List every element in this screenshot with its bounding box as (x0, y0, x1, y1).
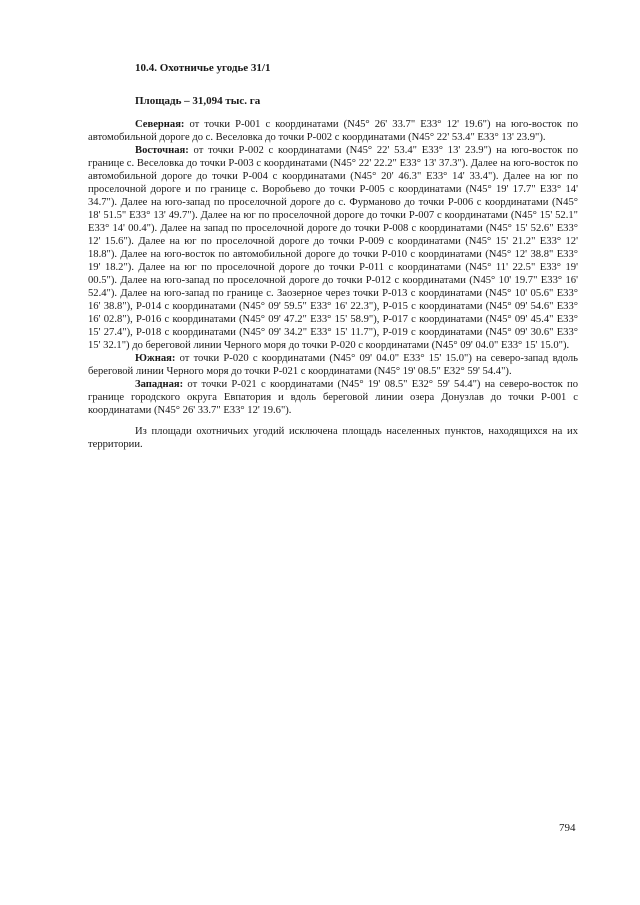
north-border-text: от точки Р-001 с координатами (N45° 26' 33.7" E33° 12' 19.6") на юго-восток по автомобильной дороге до с. Веселовка до точки Р-002 с координатами (N45° 22' 53.4" E33° 13' 23.9"). (88, 119, 578, 143)
page-number: 794 (559, 822, 576, 834)
area-title: Площадь – 31,094 тыс. га (135, 95, 261, 107)
south-border-text: от точки Р-020 с координатами (N45° 09' 04.0" E33° 15' 15.0") на северо-запад вдоль береговой линии Черного моря до точки Р-021 с координатами (N45° 19' 08.5" E32° 59' 54.4"). (88, 353, 578, 377)
west-border-paragraph (88, 378, 578, 417)
east-border-text: от точки Р-002 с координатами (N45° 22' 53.4" E33° 13' 23.9") на юго-восток по границе с. Веселовка до точки Р-003 с координатами (N45° 22' 22.2" E33° 13' 37.3"). Далее на юго-восток по автомобильной дороге до точки Р-004 с координатами (N45° 20' 46.3" E33° 14' 33.4"). Далее на юг по проселочной дороге и по границе с. Воробьево до точки Р-005 с координатами (N45° 19' 17.7" E33° 14' 34.7"). Далее на юго-запад по проселочной дороге до с. Фурманово до точки Р-006 с координатами (N45° 18' 51.5" E33° 13' 49.7"). Далее на юг по проселочной дороге до точки Р-007 с координатами (N45° 15' 52.1" E33° 14' 00.4"). Далее на запад по проселочной дороге до точки Р-008 с координатами (N45° 15' 52.6" E33° 12' 15.6"). Далее на юг по проселочной дороге до точки Р-009 с координатами (N45° 15' 21.2" E33° 12' 18.8"). Далее на юго-восток по автомобильной дороге до точки Р-010 с координатами (N45° 12' 38.8" E33° 19' 18.2"). Далее на юг по проселочной дороге до точки Р-011 с координатами (N45° 11' 22.5" E33° 19' 00.5"). Далее на юго-запад по проселочной дороге до точки Р-012 с координатами (N45° 10' 19.7" E33° 16' 52.4"). Далее на юго-запад по границе с. Заозерное через точки Р-013 с координатами (N45° 10' 05.6" E33° 16' 38.8"), Р-014 с координатами (N45° 09' 59.5" E33° 16' 22.3"), Р-015 с координатами (N45° 09' 54.6" E33° 16' 02.8"), Р-016 с координатами (N45° 09' 47.2" E33° 15' 58.9"), Р-017 с координатами (N45° 09' 45.4" E33° 15' 27.4"), Р-018 с координатами (N45° 09' 34.2" E33° 15' 11.7"), Р-019 с координатами (N45° 09' 30.6" E33° 15' 32.1") до береговой линии Черного моря до точки Р-020 с координатами (N45° 09' 04.0" E33° 15' 15.0"). (88, 145, 578, 351)
south-border-paragraph (88, 352, 578, 378)
border-description (88, 118, 578, 451)
west-border-text: от точки Р-021 с координатами (N45° 19' 08.5" E32° 59' 54.4") на северо-восток по границе городского округа Евпатория и вдоль береговой линии озера Донузлав до точки Р-001 с координатами (N45° 26' 33.7" E33° 12' 19.6"). (88, 379, 578, 416)
north-border-label: Северная: (135, 119, 185, 130)
east-border-paragraph (88, 144, 578, 352)
north-border-paragraph (88, 118, 578, 144)
south-border-label: Южная: (135, 353, 176, 364)
west-border-label: Западная: (135, 379, 184, 390)
section-title: 10.4. Охотничье угодье 31/1 (135, 62, 271, 74)
east-border-label: Восточная: (135, 145, 189, 156)
exclusion-note: Из площади охотничьих угодий исключена площадь населенных пунктов, находящихся на их территории. (88, 426, 578, 450)
